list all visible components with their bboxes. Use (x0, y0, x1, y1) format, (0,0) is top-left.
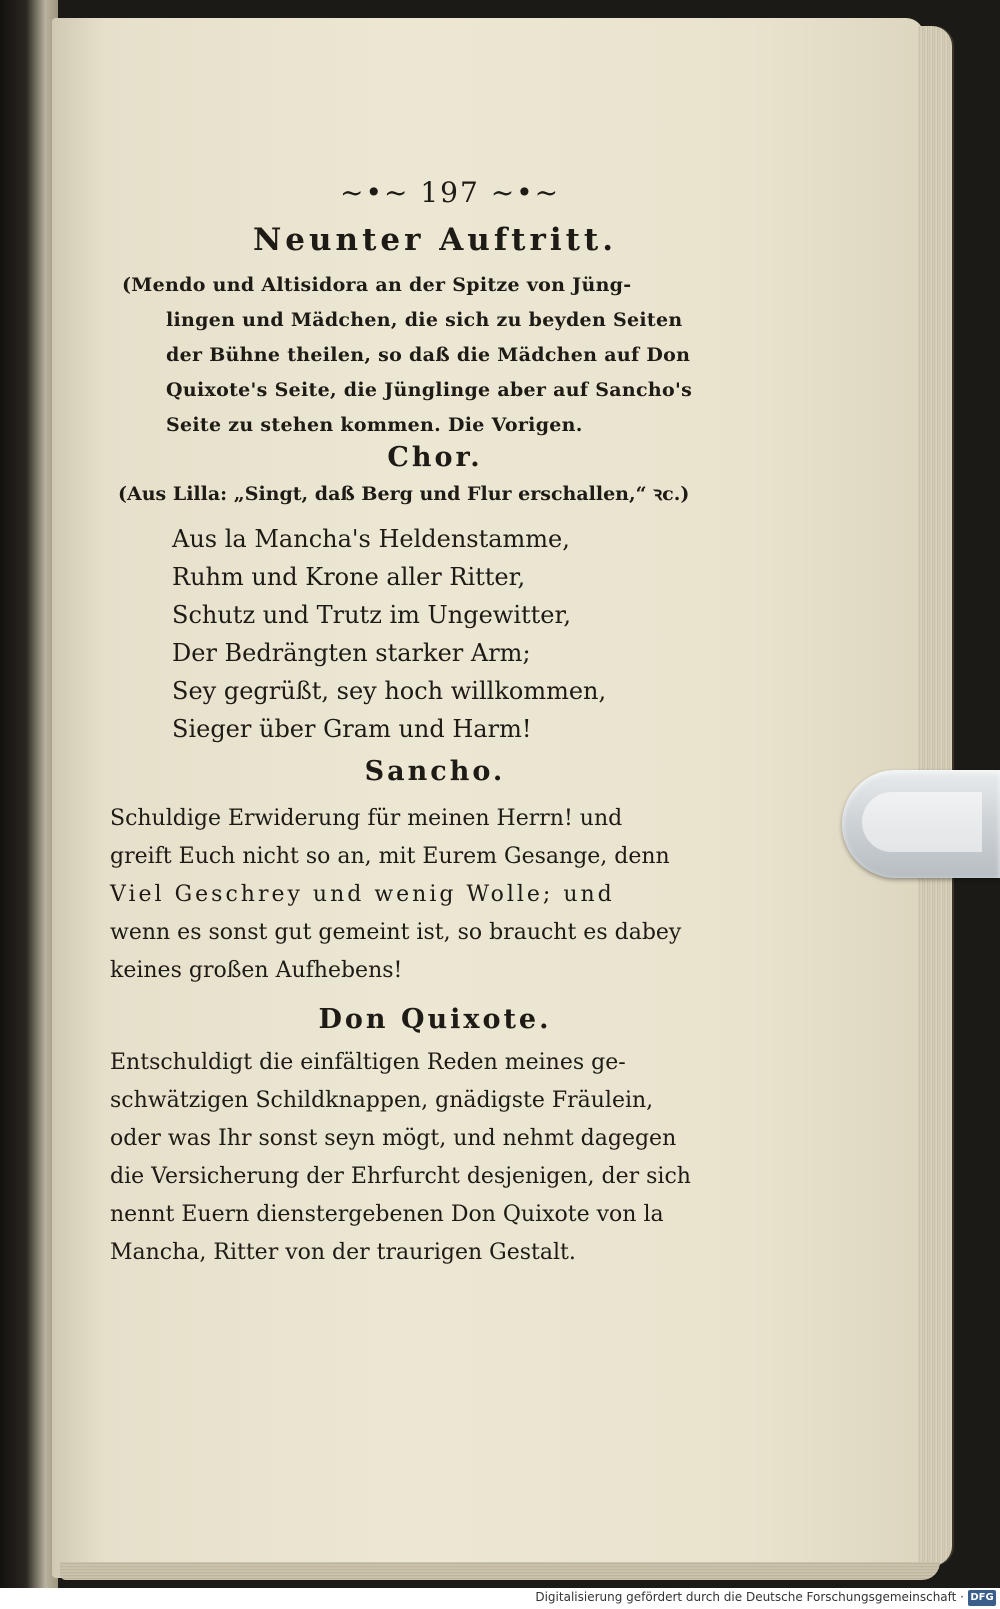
speech-line: die Versicherung der Ehrfurcht desjenigen, der sich (110, 1164, 691, 1189)
quixote-heading: Don Quixote. (318, 1004, 552, 1035)
dfg-logo: DFG (968, 1590, 996, 1606)
book-binding (0, 0, 58, 1590)
aus-lilla-note: (Aus Lilla: „Singt, daß Berg und Flur erschallen,“ ꝛc.) (118, 483, 690, 505)
page-clip-highlight (862, 792, 982, 852)
stage-direction-line: Quixote's Seite, die Jünglinge aber auf Sancho's (166, 379, 693, 401)
speech-line: Viel Geschrey und wenig Wolle; und (110, 882, 615, 907)
speech-line: greift Euch nicht so an, mit Eurem Gesange, denn (110, 844, 670, 869)
stage-direction-line: Seite zu stehen kommen. Die Vorigen. (166, 414, 583, 436)
page-number-ornament-left: ~•~ (340, 176, 410, 209)
speech-line: schwätzigen Schildknappen, gnädigste Fräulein, (110, 1088, 654, 1113)
footer-credit: Digitalisierung gefördert durch die Deutsche Forschungsgemeinschaft · (535, 1590, 964, 1604)
stage-direction-line: der Bühne theilen, so daß die Mädchen auf Don (166, 344, 691, 366)
verse-line: Der Bedrängten starker Arm; (172, 639, 531, 667)
verse-line: Ruhm und Krone aller Ritter, (172, 563, 526, 591)
verse-line: Sieger über Gram und Harm! (172, 715, 532, 743)
sancho-heading: Sancho. (364, 756, 506, 787)
page-bottom-edge (60, 1562, 940, 1580)
footer-bar (0, 1588, 1000, 1609)
speech-line: oder was Ihr sonst seyn mögt, und nehmt dagegen (110, 1126, 677, 1151)
speech-line: wenn es sonst gut gemeint ist, so braucht es dabey (110, 920, 682, 945)
speech-line: Entschuldigt die einfältigen Reden meines ge- (110, 1050, 626, 1075)
stage-direction (122, 268, 752, 443)
verse-line: Aus la Mancha's Heldenstamme, (172, 525, 570, 553)
speech-line: Schuldige Erwiderung für meinen Herrn! und (110, 806, 623, 831)
sancho-speech (110, 800, 750, 990)
stage-direction-line: (Mendo und Altisidora an der Spitze von Jüng- (122, 274, 632, 296)
scene-title: Neunter Auftritt. (252, 222, 618, 258)
verse-line: Sey gegrüßt, sey hoch willkommen, (172, 677, 607, 705)
quixote-speech (110, 1044, 750, 1272)
chor-heading: Chor. (387, 442, 483, 473)
speech-line: nennt Euern dienstergebenen Don Quixote von la (110, 1202, 664, 1227)
speech-line: Mancha, Ritter von der traurigen Gestalt. (110, 1240, 576, 1265)
page-number-value: 197 (420, 176, 480, 209)
verse-line: Schutz und Trutz im Ungewitter, (172, 601, 571, 629)
stage-direction-line: lingen und Mädchen, die sich zu beyden Seiten (166, 309, 683, 331)
page-number-ornament-right: ~•~ (490, 176, 561, 209)
speech-line: keines großen Aufhebens! (110, 958, 403, 983)
page-number (340, 176, 561, 209)
chor-verse (172, 520, 606, 748)
